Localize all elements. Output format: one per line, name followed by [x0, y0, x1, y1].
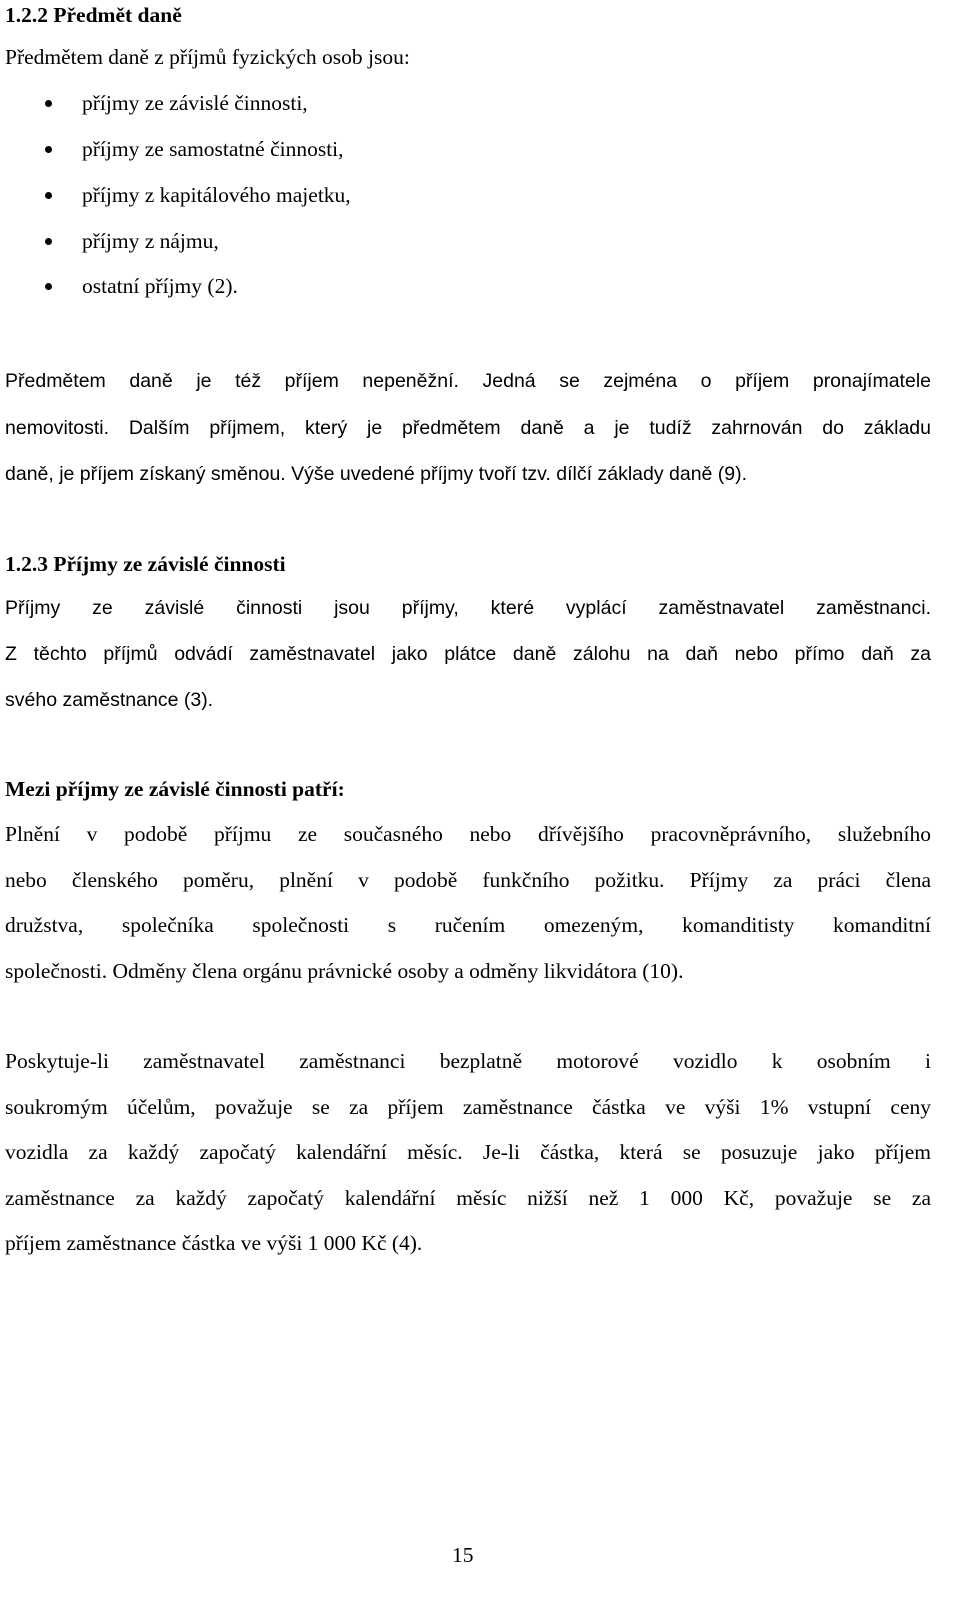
paragraph-line: Předmětem daně je též příjem nepeněžní. Jedná se zejména o příjem pronajímatele [5, 370, 931, 392]
section-heading: 1.2.2 Předmět daně [5, 3, 182, 27]
paragraph-line: soukromým účelům, považuje se za příjem zaměstnance částka ve výši 1% vstupní ceny [5, 1095, 931, 1119]
paragraph-line: svého zaměstnance (3). [5, 689, 214, 711]
bullet-icon [45, 283, 52, 290]
paragraph-line: společnosti. Odměny člena orgánu právnické osoby a odměny likvidátora (10). [5, 959, 684, 983]
section-heading: 1.2.3 Příjmy ze závislé činnosti [5, 552, 286, 576]
bullet-icon [45, 100, 52, 107]
paragraph-line: příjem zaměstnance částka ve výši 1 000 Kč (4). [5, 1231, 423, 1255]
paragraph-line: družstva, společníka společnosti s ručením omezeným, komanditisty komanditní [5, 913, 931, 937]
paragraph-line: daně, je příjem získaný směnou. Výše uvedené příjmy tvoří tzv. dílčí základy daně (9). [5, 463, 748, 485]
paragraph-line: nebo členského poměru, plnění v podobě funkčního požitku. Příjmy za práci člena [5, 868, 931, 892]
subheading: Mezi příjmy ze závislé činnosti patří: [5, 777, 345, 801]
bullet-icon [45, 192, 52, 199]
list-item-text: příjmy ze závislé činnosti, [82, 91, 308, 115]
paragraph-line: Příjmy ze závislé činnosti jsou příjmy, které vyplácí zaměstnavatel zaměstnanci. [5, 597, 931, 619]
page-number: 15 [452, 1543, 474, 1567]
paragraph-line: Z těchto příjmů odvádí zaměstnavatel jako plátce daně zálohu na daň nebo přímo daň za [5, 643, 931, 665]
paragraph-line: Plnění v podobě příjmu ze současného nebo dřívějšího pracovněprávního, služebního [5, 822, 931, 846]
paragraph-line: nemovitosti. Dalším příjmem, který je předmětem daně a je tudíž zahrnován do základu [5, 417, 931, 439]
paragraph-line: vozidla za každý započatý kalendářní měsíc. Je-li částka, která se posuzuje jako příjem [5, 1140, 931, 1164]
bullet-icon [45, 238, 52, 245]
intro-text: Předmětem daně z příjmů fyzických osob jsou: [5, 45, 410, 69]
list-item-text: příjmy z nájmu, [82, 229, 219, 253]
bullet-icon [45, 146, 52, 153]
paragraph-line: zaměstnance za každý započatý kalendářní měsíc nižší než 1 000 Kč, považuje se za [5, 1186, 931, 1210]
list-item-text: příjmy ze samostatné činnosti, [82, 137, 344, 161]
list-item-text: příjmy z kapitálového majetku, [82, 183, 351, 207]
list-item-text: ostatní příjmy (2). [82, 274, 238, 298]
paragraph-line: Poskytuje-li zaměstnavatel zaměstnanci bezplatně motorové vozidlo k osobním i [5, 1049, 931, 1073]
